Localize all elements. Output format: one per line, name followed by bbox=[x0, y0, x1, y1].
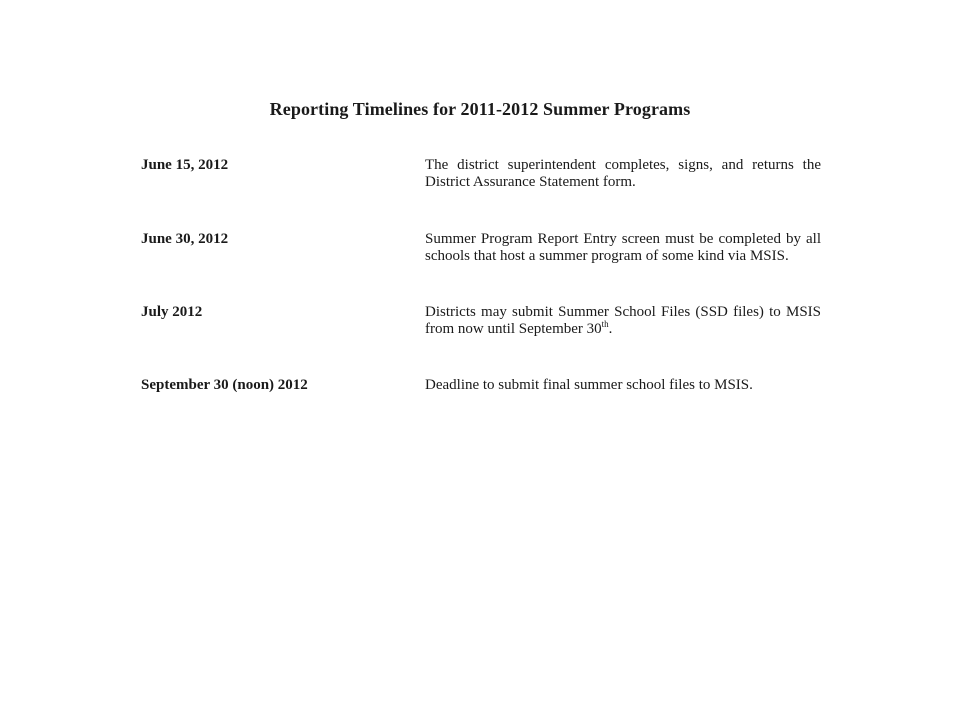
entry-description: Deadline to submit final summer school files to MSIS. bbox=[425, 377, 753, 393]
entry-date: September 30 (noon) 2012 bbox=[141, 377, 308, 393]
entry-description bbox=[425, 304, 821, 338]
ordinal-suffix: th bbox=[601, 319, 609, 329]
entry-description-text: Districts may submit Summer School Files (SSD files) to MSIS from now until September 30 bbox=[425, 304, 821, 337]
entry-description: Summer Program Report Entry screen must be completed by all schools that host a summer program of some kind via MSIS. bbox=[425, 231, 821, 264]
entry-date: June 15, 2012 bbox=[141, 157, 229, 173]
entry-description: The district superintendent completes, signs, and returns the District Assurance Statement form. bbox=[425, 157, 821, 190]
entry-description-end: . bbox=[608, 321, 613, 337]
document-title: Reporting Timelines for 2011-2012 Summer Programs bbox=[269, 99, 691, 119]
entry-date: July 2012 bbox=[141, 304, 203, 320]
entry-date: June 30, 2012 bbox=[141, 231, 229, 247]
